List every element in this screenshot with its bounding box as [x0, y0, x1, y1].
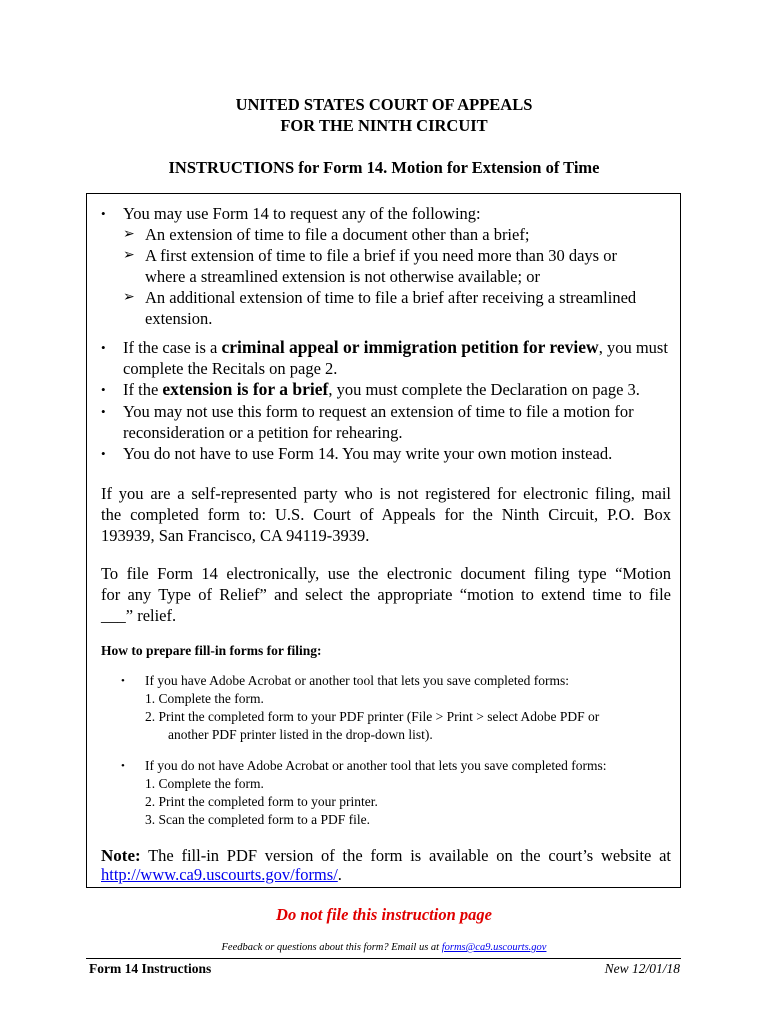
note-line1: Note: The fill-in PDF version of the form is available on the court’s website at	[101, 846, 671, 865]
howto-b-step-1: 1. Complete the form.	[145, 776, 264, 791]
do-not-file-warning: Do not file this instruction page	[276, 905, 492, 924]
bullet-icon: •	[101, 382, 106, 397]
arrow-bullet-icon: ➢	[123, 290, 135, 305]
mail-paragraph-line3: 193939, San Francisco, CA 94119-3939.	[101, 526, 370, 545]
bullet-icon: •	[121, 760, 125, 772]
bullet-1-sub-1: An extension of time to file a document other than a brief;	[145, 225, 530, 244]
bullet-4-line2: reconsideration or a petition for rehearing.	[123, 423, 403, 442]
bullet-1-sub-3-line2: extension.	[145, 309, 213, 328]
bullet-5: You do not have to use Form 14. You may write your own motion instead.	[123, 444, 613, 463]
bullet-1-sub-2-line1: A first extension of time to file a brief if you need more than 30 days or	[145, 246, 617, 265]
bullet-1-sub-3-line1: An additional extension of time to file a brief after receiving a streamlined	[145, 288, 637, 307]
bullet-icon: •	[101, 340, 106, 355]
bullet-4-line1: You may not use this form to request an extension of time to file a motion for	[123, 402, 634, 421]
howto-b-intro: If you do not have Adobe Acrobat or another tool that lets you save completed forms:	[145, 758, 607, 773]
howto-a-step-2-line1: 2. Print the completed form to your PDF printer (File > Print > select Adobe PDF or	[145, 709, 600, 724]
bullet-icon: •	[101, 206, 106, 221]
howto-heading: How to prepare fill-in forms for filing:	[101, 643, 322, 658]
bullet-icon: •	[101, 404, 106, 419]
bullet-2-line1: If the case is a criminal appeal or immigration petition for review, you must	[123, 337, 668, 357]
arrow-bullet-icon: ➢	[123, 227, 135, 242]
mail-paragraph-line1: If you are a self-represented party who is not registered for electronic filing, mail	[101, 484, 671, 503]
bullet-2-emphasis: criminal appeal or immigration petition for review	[221, 337, 599, 357]
note-line2: http://www.ca9.uscourts.gov/forms/.	[101, 865, 342, 884]
howto-a-intro: If you have Adobe Acrobat or another tool that lets you save completed forms:	[145, 673, 570, 688]
bullet-3: If the extension is for a brief, you must complete the Declaration on page 3.	[123, 379, 640, 399]
bullet-1-sub-2-line2: where a streamlined extension is not otherwise available; or	[145, 267, 540, 286]
bullet-1-intro: You may use Form 14 to request any of the following:	[123, 204, 481, 223]
bullet-3-emphasis: extension is for a brief	[162, 379, 329, 399]
document-title: INSTRUCTIONS for Form 14. Motion for Extension of Time	[168, 158, 600, 177]
court-name-line2: FOR THE NINTH CIRCUIT	[280, 116, 488, 135]
bullet-icon: •	[121, 675, 125, 687]
note-label: Note:	[101, 846, 141, 865]
bullet-icon: •	[101, 446, 106, 461]
footer-divider	[86, 958, 681, 959]
feedback-line: Feedback or questions about this form? Email us at forms@ca9.uscourts.gov	[221, 942, 547, 953]
arrow-bullet-icon: ➢	[123, 248, 135, 263]
bullet-2-line2: complete the Recitals on page 2.	[123, 359, 338, 378]
howto-b-step-2: 2. Print the completed form to your printer.	[145, 794, 378, 809]
howto-b-step-3: 3. Scan the completed form to a PDF file.	[145, 812, 370, 827]
footer-form-name: Form 14 Instructions	[89, 961, 212, 976]
forms-website-link[interactable]: http://www.ca9.uscourts.gov/forms/	[101, 865, 338, 884]
efile-paragraph-line2: for any Type of Relief” and select the appropriate “motion to extend time to file	[101, 585, 671, 604]
efile-paragraph-line1: To file Form 14 electronically, use the electronic document filing type “Motion	[101, 564, 671, 583]
efile-paragraph-line3: ___” relief.	[101, 606, 177, 625]
feedback-email-link[interactable]: forms@ca9.uscourts.gov	[441, 942, 547, 953]
mail-paragraph-line2: the completed form to: U.S. Court of Appeals for the Ninth Circuit, P.O. Box	[101, 505, 671, 524]
howto-a-step-2-line2: another PDF printer listed in the drop-down list).	[168, 727, 433, 742]
howto-a-step-1: 1. Complete the form.	[145, 691, 264, 706]
court-name-line1: UNITED STATES COURT OF APPEALS	[235, 95, 533, 114]
footer-revision-date: New 12/01/18	[604, 961, 680, 976]
